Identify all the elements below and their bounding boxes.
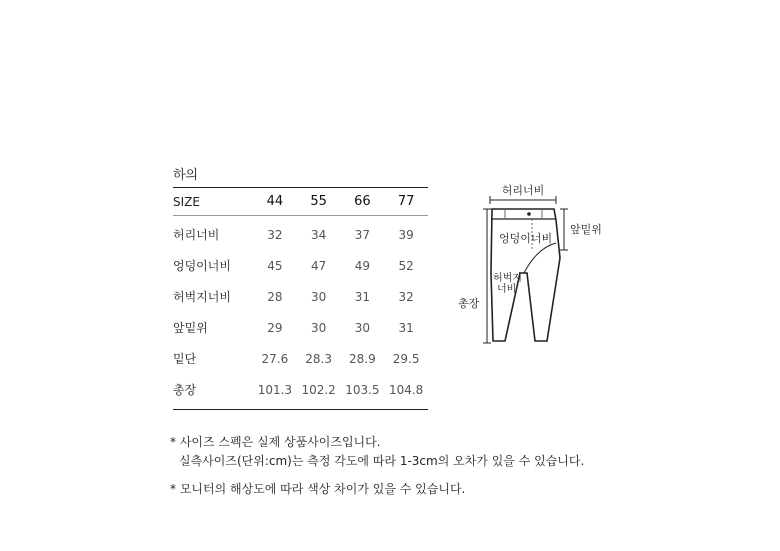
header-size-label: SIZE bbox=[173, 188, 253, 216]
table-cell: 32 bbox=[398, 289, 414, 304]
table-cell: 34 bbox=[310, 227, 327, 242]
hip-label: 엉덩이너비 bbox=[499, 232, 553, 245]
table-cell: 32 bbox=[267, 227, 283, 242]
table-cell: 52 bbox=[398, 258, 414, 273]
row-label: 엉덩이너비 bbox=[173, 259, 231, 273]
row-label: 허리너비 bbox=[173, 228, 220, 242]
section-title: 하의 bbox=[173, 168, 199, 183]
note-measurement-error: 실측사이즈(단위:cm)는 측정 각도에 따라 1-3cm의 오차가 있을 수 있습니다. bbox=[179, 454, 585, 468]
pants-measurement-diagram bbox=[452, 178, 612, 358]
table-cell: 104.8 bbox=[388, 382, 424, 397]
row-label: 허벅지너비 bbox=[173, 290, 231, 304]
table-cell: 31 bbox=[354, 289, 371, 304]
header-size-55: 55 bbox=[297, 188, 341, 216]
rise-label: 앞밑위 bbox=[570, 223, 602, 236]
note-monitor-color: * 모니터의 해상도에 따라 색상 차이가 있을 수 있습니다. bbox=[170, 482, 466, 496]
table-cell: 30 bbox=[310, 289, 327, 304]
table-cell: 47 bbox=[310, 258, 327, 273]
table-cell: 49 bbox=[354, 258, 371, 273]
table-cell: 39 bbox=[398, 227, 414, 242]
table-cell: 29 bbox=[267, 320, 283, 335]
length-label: 총장 bbox=[458, 297, 480, 310]
table-cell: 103.5 bbox=[345, 382, 380, 397]
row-label: 총장 bbox=[173, 383, 197, 397]
table-header-row bbox=[173, 188, 428, 216]
table-cell: 28.9 bbox=[349, 351, 376, 366]
table-cell: 45 bbox=[267, 258, 283, 273]
waist-label: 허리너비 bbox=[501, 184, 545, 197]
table-cell: 102.2 bbox=[301, 382, 336, 397]
row-label: 앞밑위 bbox=[173, 321, 208, 335]
table-cell: 30 bbox=[354, 320, 371, 335]
button-dot bbox=[527, 212, 531, 216]
table-row bbox=[173, 312, 428, 343]
table-cell: 28.3 bbox=[305, 351, 332, 366]
thigh-label-line2: 너비 bbox=[497, 284, 517, 295]
table-cell: 31 bbox=[398, 320, 414, 335]
table-row bbox=[173, 216, 428, 251]
table-row bbox=[173, 281, 428, 312]
thigh-label-line1: 허벅지 bbox=[493, 273, 522, 284]
header-size-66: 66 bbox=[341, 188, 385, 216]
table-cell: 37 bbox=[354, 227, 371, 242]
table-row bbox=[173, 343, 428, 374]
table-cell: 29.5 bbox=[392, 351, 420, 366]
table-row bbox=[173, 250, 428, 281]
table-row bbox=[173, 374, 428, 410]
size-notes bbox=[170, 433, 584, 499]
table-cell: 101.3 bbox=[257, 382, 293, 397]
row-label: 밑단 bbox=[173, 352, 197, 366]
table-cell: 27.6 bbox=[261, 351, 289, 366]
table-cell: 28 bbox=[267, 289, 283, 304]
header-size-77: 77 bbox=[384, 188, 428, 216]
header-size-44: 44 bbox=[253, 188, 297, 216]
note-size-spec: * 사이즈 스펙은 실제 상품사이즈입니다. bbox=[170, 435, 381, 449]
size-table bbox=[173, 187, 428, 410]
table-cell: 30 bbox=[310, 320, 327, 335]
